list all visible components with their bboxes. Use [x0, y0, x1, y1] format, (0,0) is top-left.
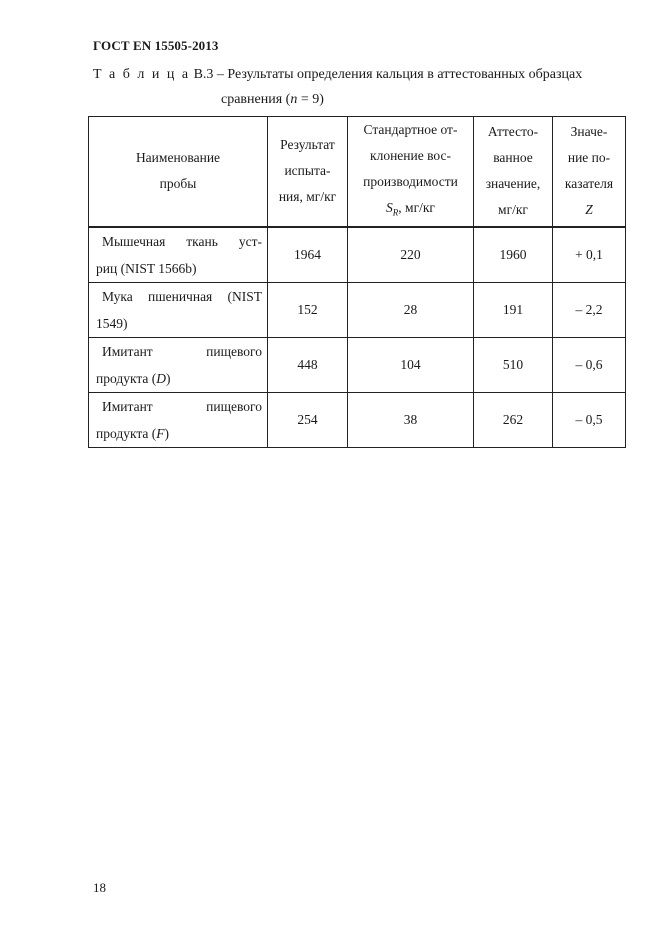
table-row — [89, 282, 626, 337]
caption-label: Т а б л и ц а — [93, 67, 191, 82]
header-result — [268, 117, 348, 227]
header-certified-value — [474, 117, 553, 227]
symbol-r: R — [392, 207, 399, 218]
header-line: ния, мг/кг — [278, 189, 337, 205]
caption-line-2 — [93, 87, 582, 112]
header-line: испыта- — [284, 163, 331, 179]
sample-name-line: Имитант пищевого — [102, 398, 262, 414]
sample-name-close: ) — [164, 425, 170, 441]
header-line: Значе- — [570, 124, 608, 140]
certified-cell: 262 — [474, 392, 553, 447]
header-line: ванное — [493, 150, 533, 166]
caption-variable: n — [290, 92, 298, 107]
caption-value: = 9) — [297, 92, 324, 107]
sample-name-text: продукта ( — [96, 370, 157, 386]
header-line: Наименование — [135, 150, 221, 166]
caption-number: В.3 — [193, 67, 214, 82]
sample-name-line — [96, 420, 262, 447]
header-line: Стандартное от- — [363, 122, 458, 137]
sr-cell: 38 — [348, 392, 474, 447]
header-line — [553, 197, 625, 223]
unit: , мг/кг — [398, 200, 435, 215]
caption-title-continued: сравнения ( — [221, 92, 291, 107]
caption-line-1 — [93, 62, 582, 87]
sample-name-text: продукта ( — [96, 425, 157, 441]
header-line: ние по- — [567, 150, 611, 166]
result-cell: 254 — [268, 392, 348, 447]
sample-name-close: ) — [166, 370, 171, 386]
certified-cell: 191 — [474, 282, 553, 337]
header-line: Аттесто- — [487, 124, 539, 140]
sr-cell: 104 — [348, 337, 474, 392]
result-cell: 152 — [268, 282, 348, 337]
result-cell: 448 — [268, 337, 348, 392]
z-cell: + 0,1 — [553, 227, 626, 283]
sample-name-line: Имитант пищевого — [102, 343, 262, 359]
symbol-s: S — [386, 200, 393, 215]
sample-name-cell — [89, 337, 268, 392]
table-row — [89, 227, 626, 283]
header-sample-name — [89, 117, 268, 227]
z-cell: – 0,6 — [553, 337, 626, 392]
sample-name-cell — [89, 282, 268, 337]
header-line: пробы — [159, 176, 197, 192]
sample-name-line — [96, 365, 262, 392]
table-caption — [93, 62, 582, 112]
sample-name-line: 1549) — [96, 315, 128, 331]
header-line — [348, 195, 473, 226]
header-z-score — [553, 117, 626, 227]
sample-name-variable: D — [156, 370, 167, 386]
header-line: производимости — [363, 174, 458, 189]
sample-name-line: риц (NIST 1566b) — [96, 260, 197, 276]
header-line: клонение вос- — [370, 148, 451, 163]
header-std-deviation — [348, 117, 474, 227]
sample-name-line: Мука пшеничная (NIST — [102, 288, 262, 304]
sample-name-cell — [89, 392, 268, 447]
certified-cell: 510 — [474, 337, 553, 392]
sr-cell: 220 — [348, 227, 474, 283]
result-cell: 1964 — [268, 227, 348, 283]
sr-cell: 28 — [348, 282, 474, 337]
z-cell: – 2,2 — [553, 282, 626, 337]
sample-name-line: Мышечная ткань уст- — [102, 233, 262, 249]
symbol-z: Z — [585, 202, 593, 218]
header-line: казателя — [564, 176, 614, 192]
document-code: ГОСТ EN 15505-2013 — [93, 38, 219, 53]
sample-name-variable: F — [156, 425, 165, 441]
header-line: мг/кг — [498, 202, 528, 218]
z-cell: – 0,5 — [553, 392, 626, 447]
page-number: 18 — [93, 880, 106, 895]
sample-name-cell — [89, 227, 268, 283]
certified-cell: 1960 — [474, 227, 553, 283]
header-line: Результат — [280, 137, 335, 153]
table-header-row — [89, 117, 626, 227]
caption-title: – Результаты определения кальция в аттестованных образцах — [216, 67, 583, 82]
results-table — [88, 116, 626, 448]
header-line: значение, — [485, 176, 541, 192]
table-row — [89, 392, 626, 447]
table-row — [89, 337, 626, 392]
